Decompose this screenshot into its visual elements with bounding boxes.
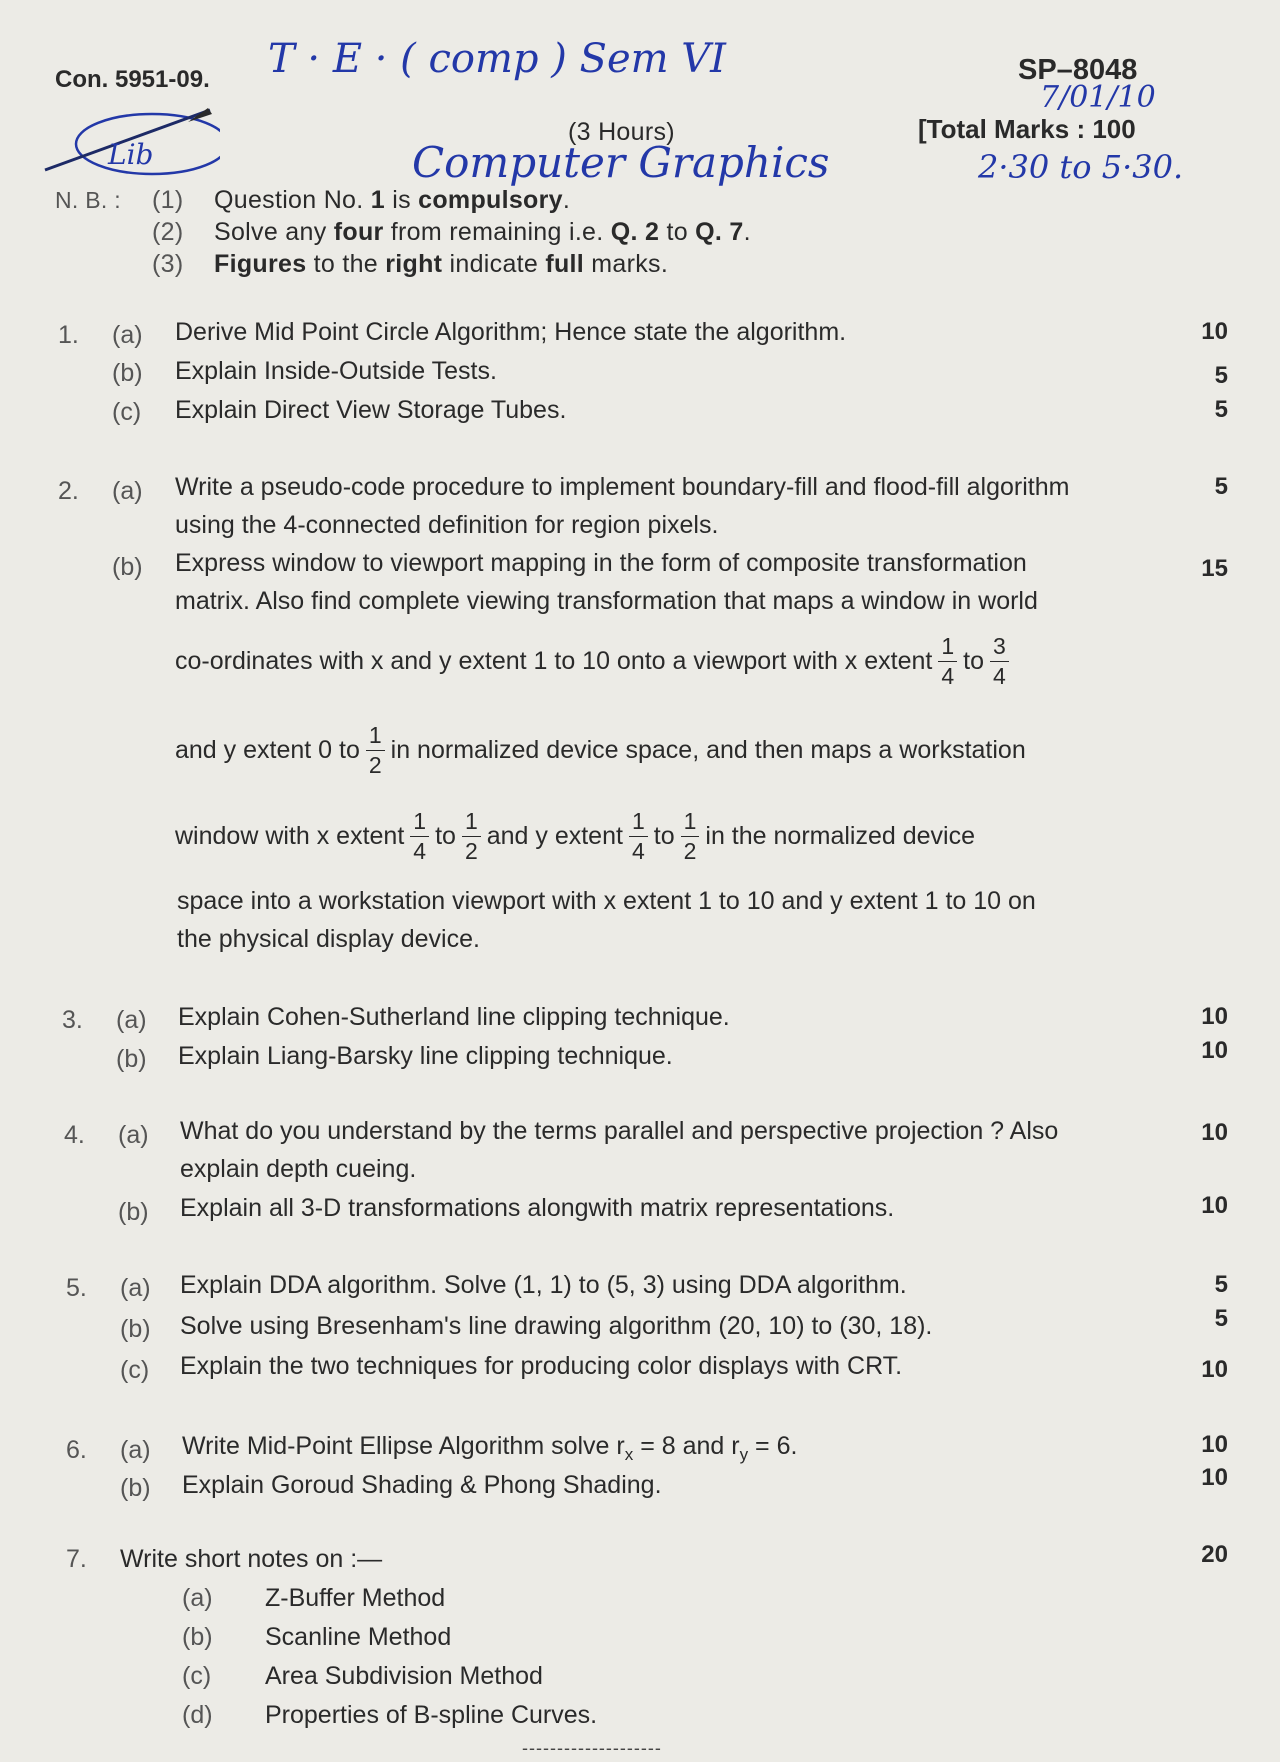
q2b-line5: window with x extent $\frac{1}{4}$ to $\frac{1}{2}$ and y extent $\frac{1}{4}$ to $\frac{1}{2}$ in the normalized device <box>175 808 975 864</box>
q3a-text: Explain Cohen-Sutherland line clipping technique. <box>178 1003 730 1031</box>
handwritten-course: T · E · ( comp ) Sem VI <box>268 36 726 82</box>
q4a-label: (a) <box>118 1121 149 1149</box>
q4b-label: (b) <box>118 1198 149 1226</box>
q2b-line1: Express window to viewport mapping in the form of composite transformation <box>175 549 1027 577</box>
q6a-marks: 10 <box>1201 1431 1228 1458</box>
q2a-marks: 5 <box>1214 473 1228 500</box>
fraction-1-4-c: $\frac{1}{4}$ <box>629 810 648 863</box>
q5b-marks: 5 <box>1214 1305 1228 1332</box>
q6b-label: (b) <box>120 1474 151 1502</box>
q7c-label: (c) <box>182 1662 212 1690</box>
q3-number: 3. <box>62 1006 83 1034</box>
q1c-marks: 5 <box>1214 396 1228 423</box>
q2-number: 2. <box>58 477 79 505</box>
nb-item-2: Solve any four from remaining i.e. Q. 2 to Q. 7. <box>214 218 751 246</box>
footer-rule: -------------------- <box>522 1738 662 1758</box>
handwritten-lib: Lib <box>108 138 154 171</box>
q5b-label: (b) <box>120 1315 151 1343</box>
fraction-1-2-c: $\frac{1}{2}$ <box>681 810 700 863</box>
q6-number: 6. <box>66 1436 87 1464</box>
q2b-line4: and y extent 0 to $\frac{1}{2}$ in normalized device space, and then maps a workstation <box>175 722 1026 778</box>
q2b-line7: the physical display device. <box>177 925 480 953</box>
q1b-text: Explain Inside-Outside Tests. <box>175 357 497 385</box>
q7-number: 7. <box>66 1545 87 1573</box>
q5a-marks: 5 <box>1214 1271 1228 1298</box>
total-marks: [Total Marks : 100 <box>918 114 1136 144</box>
q2b-marks: 15 <box>1201 555 1228 582</box>
q2b-label: (b) <box>112 553 143 581</box>
q3b-marks: 10 <box>1201 1037 1228 1064</box>
q4b-text: Explain all 3-D transformations alongwith matrix representations. <box>180 1194 895 1222</box>
q1a-marks: 10 <box>1201 318 1228 345</box>
q1a-label: (a) <box>112 321 143 349</box>
handwritten-time: 2·30 to 5·30. <box>978 148 1184 186</box>
nb-item-3-num: (3) <box>152 250 184 278</box>
q5a-text: Explain DDA algorithm. Solve (1, 1) to (5, 3) using DDA algorithm. <box>180 1271 907 1299</box>
fraction-1-4: $\frac{1}{4}$ <box>938 635 957 688</box>
duration: (3 Hours) <box>568 118 675 146</box>
q1c-label: (c) <box>112 398 142 426</box>
q3a-marks: 10 <box>1201 1003 1228 1030</box>
q7d-label: (d) <box>182 1701 213 1729</box>
q7b-text: Scanline Method <box>265 1623 452 1651</box>
q4a-marks: 10 <box>1201 1119 1228 1146</box>
handwritten-date: 7/01/10 <box>1040 80 1156 115</box>
q2a-line1: Write a pseudo-code procedure to implement boundary-fill and flood-fill algorithm <box>175 473 1070 501</box>
q7-text: Write short notes on :— <box>120 1545 383 1573</box>
q4b-marks: 10 <box>1201 1192 1228 1219</box>
q1-number: 1. <box>58 321 79 349</box>
q3b-label: (b) <box>116 1045 147 1073</box>
nb-item-1-num: (1) <box>152 186 184 214</box>
q7-marks: 20 <box>1201 1541 1228 1568</box>
handwritten-subject: Computer Graphics <box>412 138 830 187</box>
q1b-label: (b) <box>112 359 143 387</box>
q6a-text: Write Mid-Point Ellipse Algorithm solve $r_x = 8$ and $r_y = 6$. <box>182 1432 798 1464</box>
q5-number: 5. <box>66 1274 87 1302</box>
q7a-text: Z-Buffer Method <box>265 1584 446 1612</box>
q2a-label: (a) <box>112 477 143 505</box>
q2b-line2: matrix. Also find complete viewing transformation that maps a window in world <box>175 587 1038 615</box>
q5c-label: (c) <box>120 1356 150 1384</box>
fraction-1-2: $\frac{1}{2}$ <box>366 724 385 777</box>
q3a-label: (a) <box>116 1006 147 1034</box>
q7a-label: (a) <box>182 1584 213 1612</box>
fraction-1-2-b: $\frac{1}{2}$ <box>462 810 481 863</box>
q1b-marks: 5 <box>1214 362 1228 389</box>
nb-item-2-num: (2) <box>152 218 184 246</box>
q4a-line2: explain depth cueing. <box>180 1155 417 1183</box>
q6b-marks: 10 <box>1201 1464 1228 1491</box>
q1a-text: Derive Mid Point Circle Algorithm; Hence state the algorithm. <box>175 318 847 346</box>
q4a-line1: What do you understand by the terms parallel and perspective projection ? Also <box>180 1117 1059 1145</box>
q5b-text: Solve using Bresenham's line drawing algorithm (20, 10) to (30, 18). <box>180 1312 933 1340</box>
nb-item-1: Question No. 1 is compulsory. <box>214 186 571 214</box>
q2b-line3: co-ordinates with x and y extent 1 to 10 onto a viewport with x extent $\frac{1}{4}$ to $\frac{3}{4}$ <box>175 635 1015 688</box>
q2b-line6: space into a workstation viewport with x extent 1 to 10 and y extent 1 to 10 on <box>177 887 1036 915</box>
con-number: Con. 5951-09. <box>55 66 210 93</box>
q5c-marks: 10 <box>1201 1356 1228 1383</box>
q3b-text: Explain Liang-Barsky line clipping technique. <box>178 1042 673 1070</box>
nb-label: N. B. : <box>55 187 122 213</box>
q5c-text: Explain the two techniques for producing color displays with CRT. <box>180 1352 903 1380</box>
q6b-text: Explain Goroud Shading & Phong Shading. <box>182 1471 662 1499</box>
q2a-line2: using the 4-connected definition for region pixels. <box>175 511 719 539</box>
q5a-label: (a) <box>120 1274 151 1302</box>
q7b-label: (b) <box>182 1623 213 1651</box>
q7d-text: Properties of B-spline Curves. <box>265 1701 598 1729</box>
paper-code: SP–8048 <box>1018 54 1138 86</box>
fraction-1-4-b: $\frac{1}{4}$ <box>410 810 429 863</box>
q6a-label: (a) <box>120 1436 151 1464</box>
q4-number: 4. <box>64 1121 85 1149</box>
nb-item-3: Figures to the right indicate full marks. <box>214 250 669 278</box>
q1c-text: Explain Direct View Storage Tubes. <box>175 396 567 424</box>
q7c-text: Area Subdivision Method <box>265 1662 543 1690</box>
fraction-3-4: $\frac{3}{4}$ <box>990 635 1009 688</box>
